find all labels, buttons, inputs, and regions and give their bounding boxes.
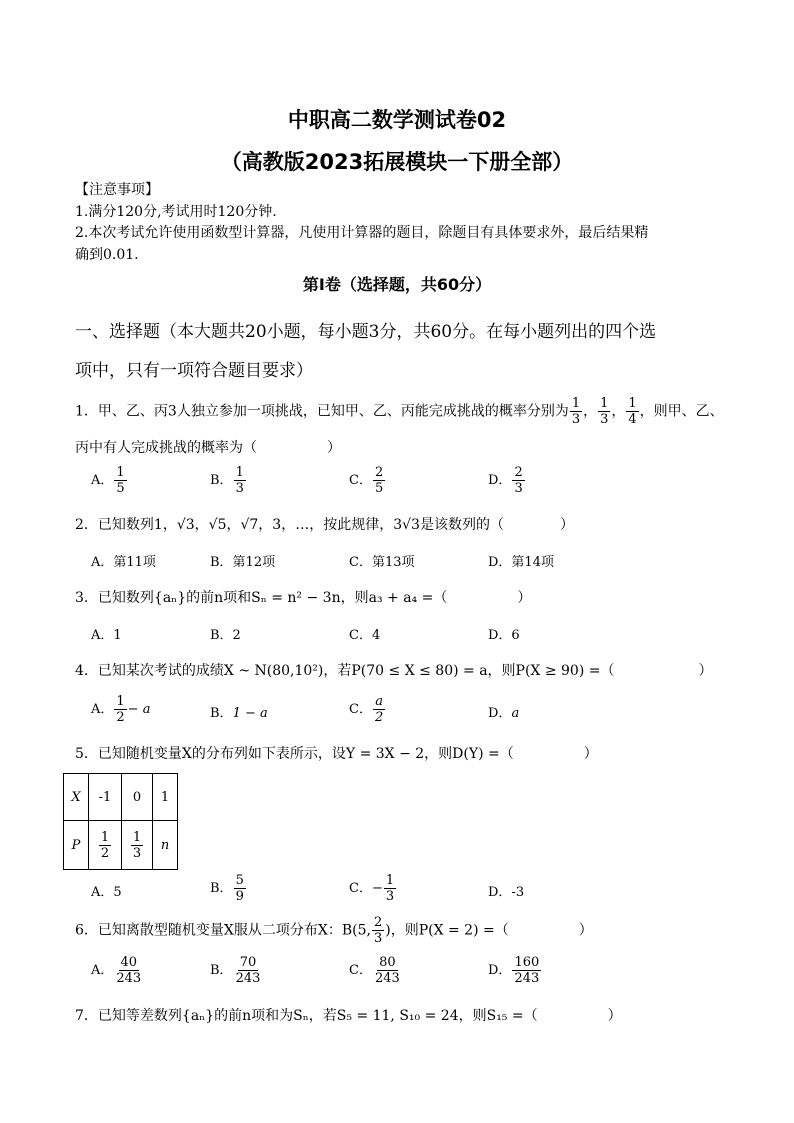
table-cell: P (64, 821, 89, 870)
question-1-stem-line2: 丙中有人完成挑战的概率为（ ） (75, 440, 341, 456)
q5-option-c[interactable]: C．− $\frac{1}{3}$ (349, 873, 395, 904)
question-4-stem: 4．已知某次考试的成绩X ~ N(80,10²)，若P(70 ≤ X ≤ 80) = a，则P(X ≥ 90) =（ ） (75, 663, 713, 679)
q4-option-c[interactable]: C． $\frac{a}{2}$ (349, 694, 384, 725)
question-6-text-a: 6．已知离散型随机变量X服从二项分布X：B(5, (75, 922, 371, 939)
q1-option-c[interactable]: C． $\frac{2}{5}$ (349, 465, 384, 496)
q2-option-a[interactable]: A．第11项 (91, 555, 156, 570)
q3-option-a[interactable]: A．1 (91, 628, 122, 643)
question-2-stem: 2．已知数列1，√3，√5，√7，3，…，按此规律，3√3是该数列的（ ） (75, 517, 574, 533)
q2-option-c[interactable]: C．第13项 (349, 555, 415, 570)
q6-option-b[interactable]: B． $\frac{70}{243}$ (210, 955, 261, 986)
table-cell: n (153, 821, 178, 870)
section-intro-line1: 一、选择题（本大题共20小题，每小题3分，共60分。在每小题列出的四个选 (75, 322, 657, 342)
section-intro-line2: 项中，只有一项符合题目要求） (75, 361, 313, 381)
q4-option-b[interactable]: B．1 − a (210, 706, 268, 721)
question-3-stem: 3．已知数列{aₙ}的前n项和Sₙ = n² − 3n，则a₃ + a₄ =（ ） (75, 590, 532, 606)
section-title: 第Ⅰ卷（选择题，共60分） (302, 275, 492, 294)
q5-option-d[interactable]: D．-3 (488, 885, 525, 900)
q3-option-c[interactable]: C．4 (349, 628, 381, 643)
question-1-stem: 1．甲、乙、丙3人独立参加一项挑战，已知甲、乙、丙能完成挑战的概率分别为 $\frac{1}{3}$ ， $\frac{1}{3}$ ， $\frac{1}{4}$ ，则甲、乙、 (75, 396, 724, 427)
question-6-text-b: )，则P(X = 2) =（ ） (385, 922, 593, 939)
page-title: 中职高二数学测试卷02 (287, 108, 507, 132)
question-1-frac-3: $\frac{1}{4}$ (628, 396, 637, 427)
page-subtitle: （高教版2023拓展模块一下册全部） (220, 150, 574, 174)
question-1-text-a: 1．甲、乙、丙3人独立参加一项挑战，已知甲、乙、丙能完成挑战的概率分别为 (75, 403, 569, 420)
table-cell: X (64, 774, 89, 821)
q1-option-a[interactable]: A． $\frac{1}{5}$ (91, 465, 125, 496)
question-1-frac-2: $\frac{1}{3}$ (600, 396, 609, 427)
table-cell: $\frac{1}{3}$ (122, 821, 153, 870)
q4-option-a[interactable]: A． $\frac{1}{2}$ − a (91, 694, 151, 725)
question-5-stem: 5．已知随机变量X的分布列如下表所示，设Y = 3X − 2，则D(Y) =（ ） (75, 746, 598, 762)
q2-option-d[interactable]: D．第14项 (488, 555, 554, 570)
q6-option-d[interactable]: D． $\frac{160}{243}$ (488, 955, 540, 986)
q3-option-d[interactable]: D．6 (488, 628, 520, 643)
q2-option-b[interactable]: B．第12项 (210, 555, 276, 570)
notes-heading: 【注意事项】 (75, 182, 159, 198)
table-cell: 1 (153, 774, 178, 821)
q5-option-a[interactable]: A．5 (91, 885, 122, 900)
notes-item-2-line2: 确到0.01. (75, 247, 139, 263)
distribution-table (63, 773, 178, 870)
q3-option-b[interactable]: B．2 (210, 628, 241, 643)
table-cell: 0 (122, 774, 153, 821)
q6-option-c[interactable]: C． $\frac{80}{243}$ (349, 955, 400, 986)
table-cell: $\frac{1}{2}$ (89, 821, 122, 870)
q6-option-a[interactable]: A． $\frac{40}{243}$ (91, 955, 142, 986)
table-cell: -1 (89, 774, 122, 821)
question-7-stem: 7．已知等差数列{aₙ}的前n项和为Sₙ，若S₅ = 11, S₁₀ = 24，则S₁₅ =（ ） (75, 1008, 622, 1024)
question-6-stem (75, 915, 593, 946)
q4-option-d[interactable]: D．a (488, 706, 520, 721)
question-1-text-b: ，则甲、乙、 (639, 403, 724, 420)
q1-option-b[interactable]: B． $\frac{1}{3}$ (210, 465, 244, 496)
q5-option-b[interactable]: B． $\frac{5}{9}$ (210, 873, 244, 904)
notes-item-2-line1: 2.本次考试允许使用函数型计算器，凡使用计算器的题目，除题目有具体要求外，最后结果精 (75, 225, 649, 241)
notes-item-1: 1.满分120分,考试用时120分钟. (75, 204, 277, 220)
question-6-frac: $\frac{2}{3}$ (373, 915, 383, 946)
question-1-frac-1: $\frac{1}{3}$ (571, 396, 581, 427)
q1-option-d[interactable]: D． $\frac{2}{3}$ (488, 465, 523, 496)
